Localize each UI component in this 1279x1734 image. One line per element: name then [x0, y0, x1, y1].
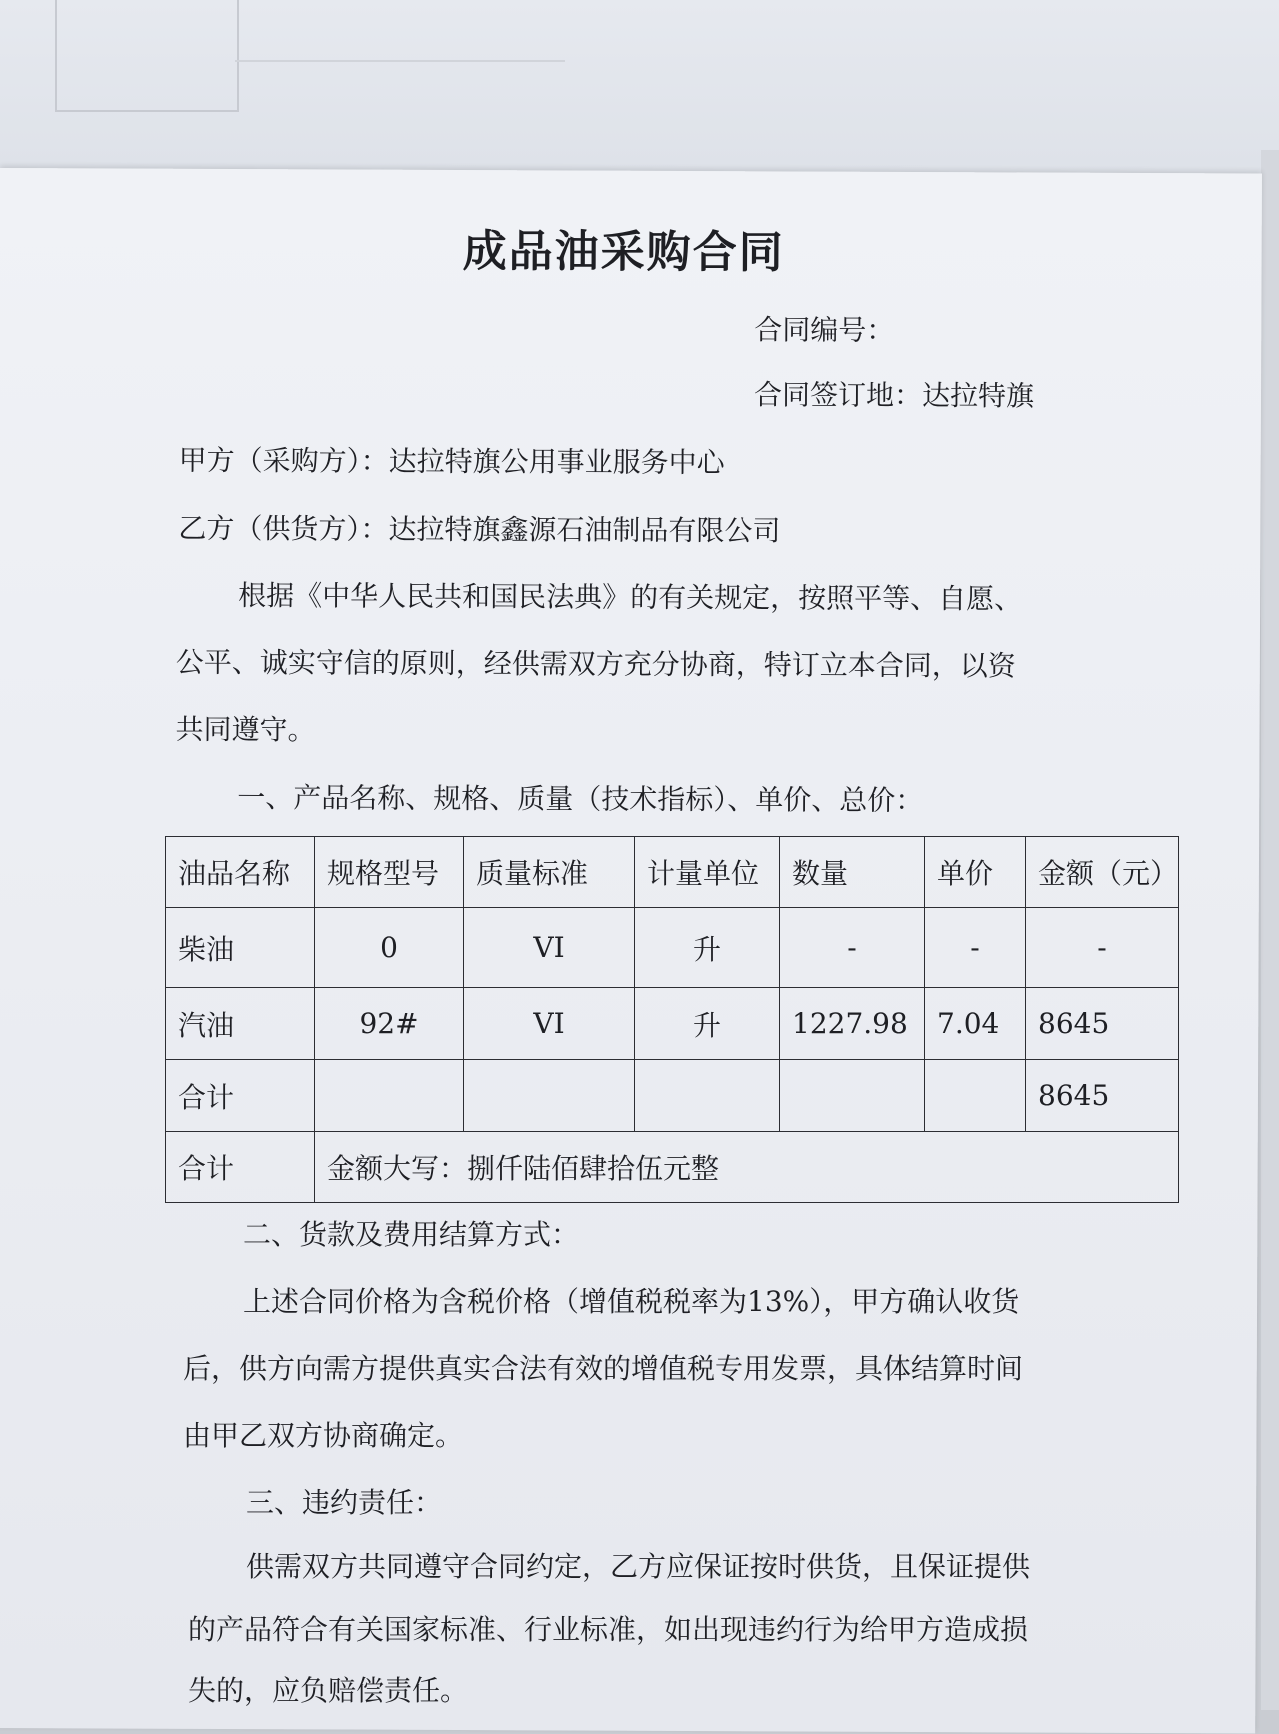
table-cell: -	[780, 908, 925, 988]
party-b: 乙方（供货方）：达拉特旗鑫源石油制品有限公司	[178, 511, 781, 548]
section-2-heading: 二、货款及费用结算方式：	[243, 1218, 580, 1251]
section-1-heading: 一、产品名称、规格、质量（技术指标）、单价、总价：	[237, 781, 924, 818]
header-cell: 数量	[780, 837, 925, 908]
table-cell	[464, 1060, 635, 1132]
section-2-line: 后，供方向需方提供真实合法有效的增值税专用发票，具体结算时间	[183, 1352, 1024, 1385]
table-cell: 柴油	[166, 908, 315, 988]
product-table	[165, 836, 1179, 1203]
contract-number-label: 合同编号：	[754, 313, 895, 347]
header-cell: 质量标准	[464, 837, 635, 908]
contract-title: 成品油采购合同	[462, 226, 785, 279]
table-cell	[635, 1060, 780, 1132]
signing-place: 合同签订地：达拉特旗	[753, 378, 1035, 413]
preamble-line: 共同遵守。	[175, 712, 316, 747]
table-header-row	[166, 837, 1179, 908]
total-label-cell: 合计	[166, 1132, 315, 1203]
table-cell: -	[1026, 908, 1179, 988]
table-cell: 0	[315, 908, 464, 988]
table-cell: 汽油	[166, 988, 315, 1060]
header-cell: 油品名称	[166, 837, 315, 908]
table-cell: 8645	[1026, 1060, 1179, 1132]
section-2-line: 上述合同价格为含税价格（增值税税率为13%），甲方确认收货	[243, 1285, 1020, 1318]
table-subtotal-row	[166, 1060, 1179, 1132]
table-cell: 8645	[1026, 988, 1179, 1060]
table-total-row	[166, 1132, 1179, 1203]
section-3-line: 的产品符合有关国家标准、行业标准，如出现违约行为给甲方造成损	[188, 1613, 1029, 1646]
table-cell	[780, 1060, 925, 1132]
underlying-page-edge	[1261, 150, 1279, 1710]
section-2-line: 由甲乙双方协商确定。	[183, 1419, 464, 1452]
table-cell: VI	[464, 908, 635, 988]
table-cell	[925, 1060, 1026, 1132]
preamble-line: 根据《中华人民共和国民法典》的有关规定，按照平等、自愿、	[238, 579, 1023, 616]
section-3-line: 失的，应负赔偿责任。	[188, 1674, 469, 1707]
table-cell: 1227.98	[780, 988, 925, 1060]
preamble-line: 公平、诚实守信的原则，经供需双方充分协商，特订立本合同，以资	[175, 645, 1016, 683]
table-cell: 92#	[315, 988, 464, 1060]
table-row	[166, 988, 1179, 1060]
table-cell: -	[925, 908, 1026, 988]
underlying-page-table-cell	[235, 0, 565, 62]
underlying-page	[0, 0, 1279, 190]
underlying-page-table-cell	[55, 0, 239, 112]
total-upper-amount-cell: 金额大写：捌仟陆佰肆拾伍元整	[315, 1132, 1179, 1203]
header-cell: 单价	[925, 837, 1026, 908]
table-cell	[315, 1060, 464, 1132]
header-cell: 规格型号	[315, 837, 464, 908]
section-3-heading: 三、违约责任：	[246, 1486, 443, 1519]
party-a: 甲方（采购方）：达拉特旗公用事业服务中心	[178, 443, 725, 480]
table-cell: 7.04	[925, 988, 1026, 1060]
section-3-line: 供需双方共同遵守合同约定，乙方应保证按时供货，且保证提供	[246, 1550, 1031, 1583]
table-cell: 升	[635, 908, 780, 988]
header-cell: 计量单位	[635, 837, 780, 908]
table-cell: 升	[635, 988, 780, 1060]
header-cell: 金额（元）	[1026, 837, 1179, 908]
table-cell: 合计	[166, 1060, 315, 1132]
table-cell: VI	[464, 988, 635, 1060]
table-row	[166, 908, 1179, 988]
